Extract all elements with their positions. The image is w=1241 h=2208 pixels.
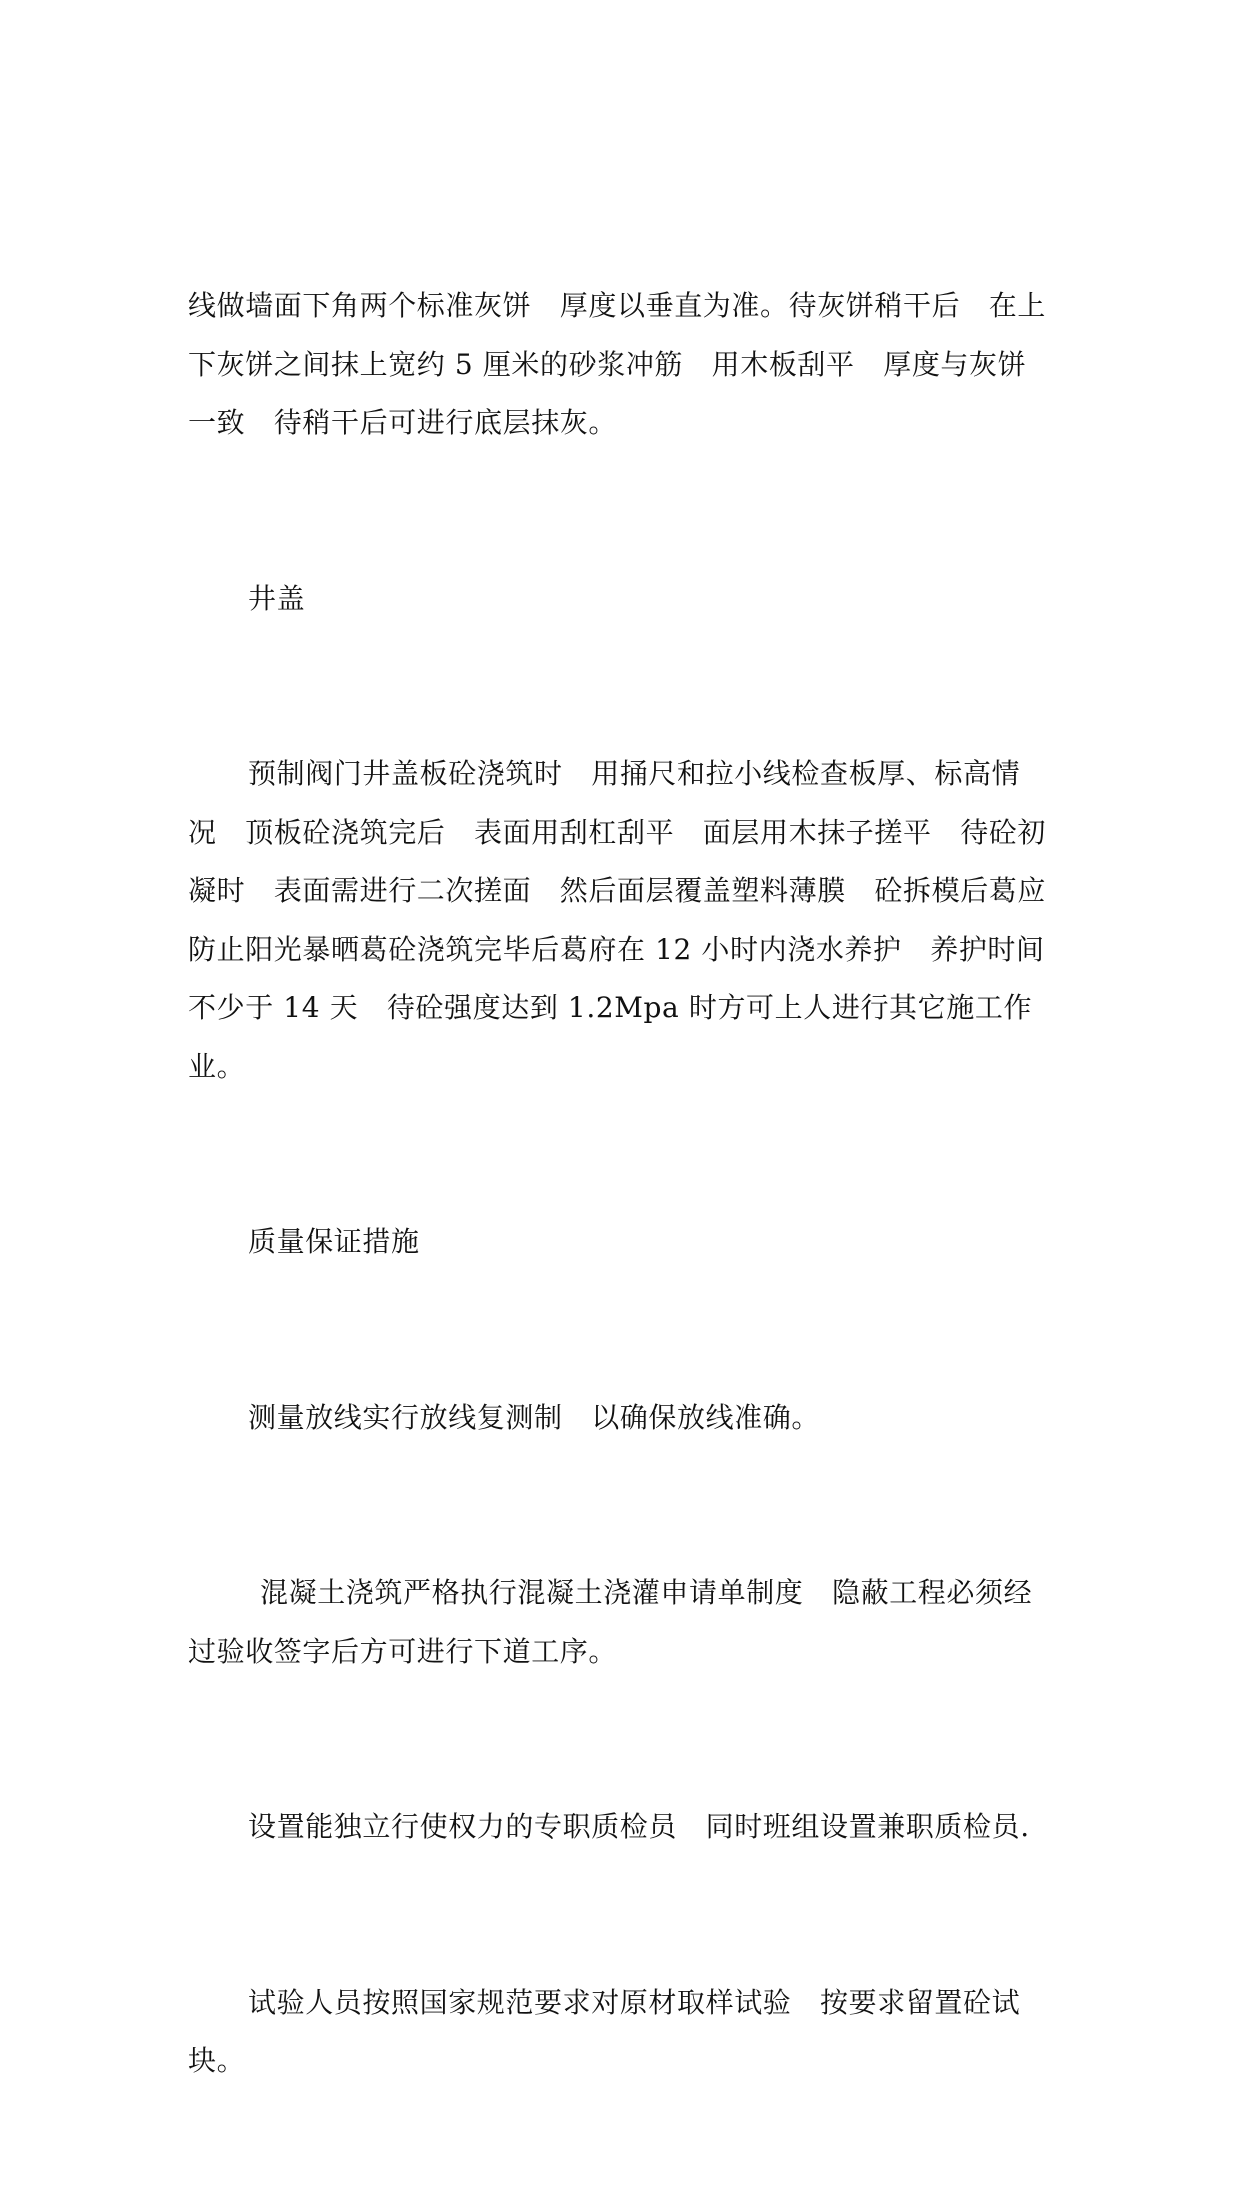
paragraph-manhole-cover: 预制阀门井盖板砼浇筑时 用捅尺和拉小线检查板厚、标高情况 顶板砼浇筑完后 表面用刮杠刮平 面层用木抹子搓平 待砼初凝时 表面需进行二次搓面 然后面层覆盖塑料薄膜 砼拆模后葛应防止阳光暴晒葛砼浇筑完毕后葛府在 12 小时内浇水养护 养护时间不少于 14 天 待砼强度达到 1.2Mpa 时方可上人进行其它施工作业。 [188,757,1047,1083]
document-body [188,160,1048,2208]
paragraph-concrete-pouring: 混凝土浇筑严格执行混凝土浇灌申请单制度 隐蔽工程必须经过验收签字后方可进行下道工序。 [188,1576,1033,1668]
paragraph-survey-layout: 测量放线实行放线复测制 以确保放线准确。 [248,1400,821,1434]
heading-manhole-cover: 井盖 [248,581,306,615]
heading-quality-measures: 质量保证措施 [248,1225,420,1258]
paragraph-quality-inspectors: 设置能独立行使权力的专职质检员 同时班组设置兼职质检员. [248,1810,1030,1843]
paragraph-material-testing: 试验人员按照国家规范要求对原材取样试验 按要求留置砼试块。 [188,1985,1021,2077]
paragraph-plastering: 线做墙面下角两个标准灰饼 厚度以垂直为准。待灰饼稍干后 在上下灰饼之间抹上宽约 5 厘米的砂浆冲筋 用木板刮平 厚度与灰饼一致 待稍干后可进行底层抹灰。 [188,289,1047,439]
